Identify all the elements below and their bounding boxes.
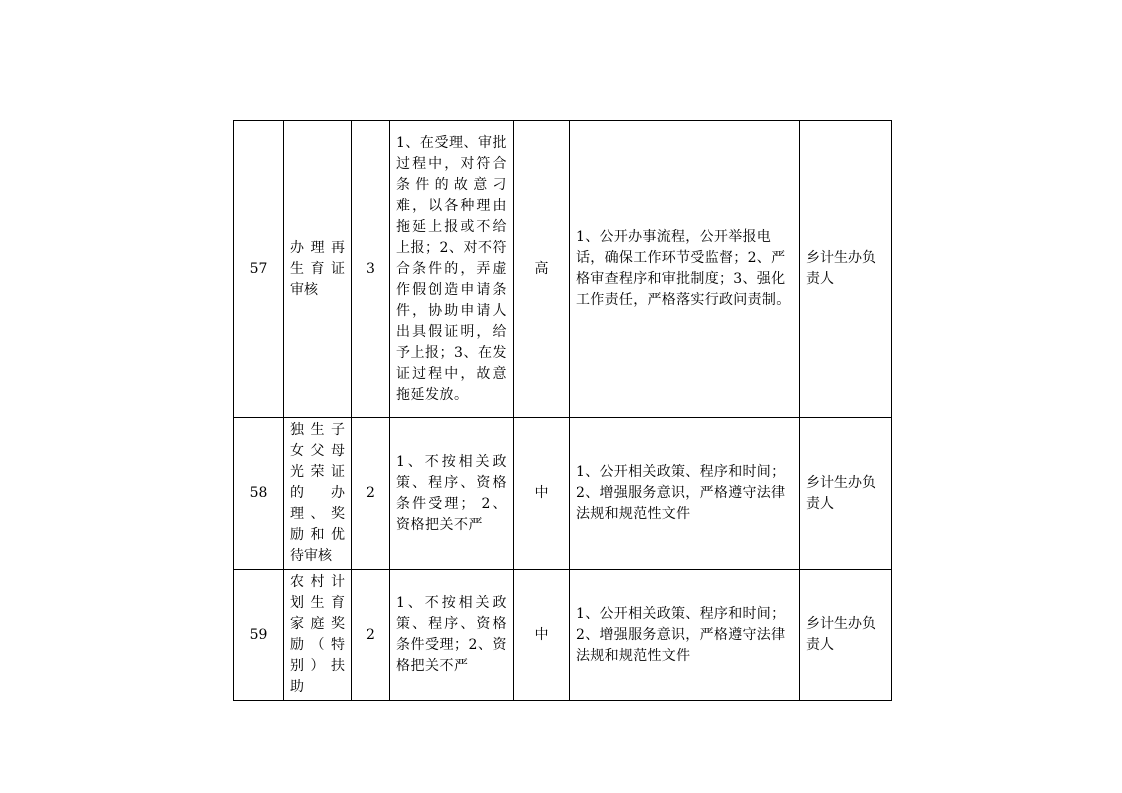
prevention-measures: 1、公开相关政策、程序和时间；2、增强服务意识，严格遵守法律法规和规范性文件: [570, 570, 800, 701]
risk-level: 中: [514, 418, 570, 570]
risk-description: 1、不按相关政策、程序、资格条件受理；2、资格把关不严: [390, 570, 514, 701]
item-name: 独生子女父母光荣证的办理、奖励和优待审核: [284, 418, 352, 570]
table-row: [234, 121, 892, 418]
table-row: [234, 418, 892, 570]
prevention-measures: 1、公开相关政策、程序和时间；2、增强服务意识，严格遵守法律法规和规范性文件: [570, 418, 800, 570]
responsible-person: 乡计生办负责人: [800, 418, 892, 570]
risk-points: 2: [352, 570, 390, 701]
risk-level: 高: [514, 121, 570, 418]
risk-description: 1、不按相关政策、程序、资格条件受理； 2、资格把关不严: [390, 418, 514, 570]
item-name: 农村计划生育家庭奖励（特别）扶助: [284, 570, 352, 701]
prevention-measures: 1、公开办事流程，公开举报电话，确保工作环节受监督；2、严格审查程序和审批制度；3、强化工作责任，严格落实行政问责制。: [570, 121, 800, 418]
row-number: 58: [234, 418, 284, 570]
risk-points: 3: [352, 121, 390, 418]
row-number: 59: [234, 570, 284, 701]
risk-table: [233, 120, 892, 701]
responsible-person: 乡计生办负责人: [800, 570, 892, 701]
risk-level: 中: [514, 570, 570, 701]
responsible-person: 乡计生办负责人: [800, 121, 892, 418]
risk-points: 2: [352, 418, 390, 570]
table-row: [234, 570, 892, 701]
item-name: 办理再生育证审核: [284, 121, 352, 418]
row-number: 57: [234, 121, 284, 418]
risk-description: 1、在受理、审批过程中，对符合条件的故意刁难，以各种理由拖延上报或不给上报；2、对不符合条件的，弄虚作假创造申请条件，协助申请人出具假证明，给予上报；3、在发证过程中，故意拖延发放。: [390, 121, 514, 418]
